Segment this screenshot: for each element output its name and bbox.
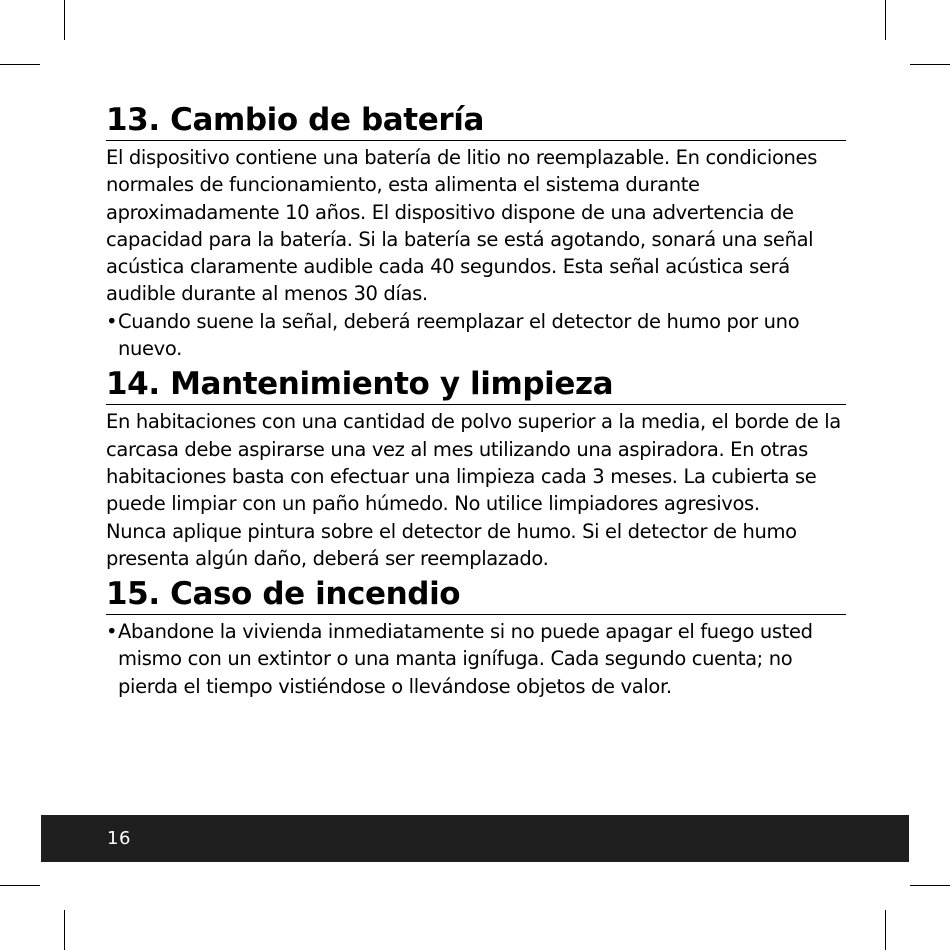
- section-title: 13. Cambio de batería: [106, 100, 846, 141]
- section-maintenance-cleaning: [106, 364, 846, 572]
- footer-bar: [41, 815, 909, 862]
- crop-mark-top-right-horizontal: [910, 64, 950, 65]
- section-title: 14. Mantenimiento y limpieza: [106, 364, 846, 405]
- section-paragraph: El dispositivo contiene una batería de litio no reemplazable. En condiciones normales de funcionamiento, esta alimenta el sistema durante aproximadamente 10 años. El dispositivo dispone de una advertencia de capacidad para la batería. Si la batería se está agotando, sonará una señal acústica claramente audible cada 40 segundos. Esta señal acústica será audible durante al menos 30 días.: [106, 146, 818, 306]
- manual-page-content: [106, 100, 846, 700]
- bullet-glyph: •: [106, 620, 118, 644]
- crop-mark-top-left-horizontal: [0, 64, 40, 65]
- bullet-text: Cuando suene la señal, deberá reemplazar el detector de humo por uno nuevo.: [118, 309, 800, 361]
- crop-mark-top-left-vertical: [64, 0, 65, 40]
- section-title: 15. Caso de incendio: [106, 574, 846, 615]
- crop-mark-bottom-left-vertical: [64, 910, 65, 950]
- section-battery-change: [106, 100, 846, 362]
- section-fire-case: [106, 574, 846, 700]
- crop-mark-bottom-right-vertical: [885, 910, 886, 950]
- crop-mark-bottom-right-horizontal: [910, 885, 950, 886]
- bullet-item: [106, 308, 846, 363]
- crop-mark-bottom-left-horizontal: [0, 885, 40, 886]
- bullet-text: Abandone la vivienda inmediatamente si no puede apagar el fuego usted mismo con un extintor o una manta ignífuga. Cada segundo cuenta; no pierda el tiempo vistiéndose o llevándose objetos de valor.: [118, 620, 813, 698]
- section-paragraph: En habitaciones con una cantidad de polvo superior a la media, el borde de la carcasa debe aspirarse una vez al mes utilizando una aspiradora. En otras habitaciones basta con efectuar una limpieza cada 3 meses. La cubierta se puede limpiar con un paño húmedo. No utilice limpiadores agresivos.: [106, 410, 841, 516]
- crop-mark-top-right-vertical: [885, 0, 886, 40]
- page-number: 16: [107, 828, 131, 849]
- bullet-item: [106, 618, 846, 700]
- section-paragraph: Nunca aplique pintura sobre el detector de humo. Si el detector de humo presenta algún daño, deberá ser reemplazado.: [106, 519, 797, 570]
- bullet-glyph: •: [106, 309, 118, 333]
